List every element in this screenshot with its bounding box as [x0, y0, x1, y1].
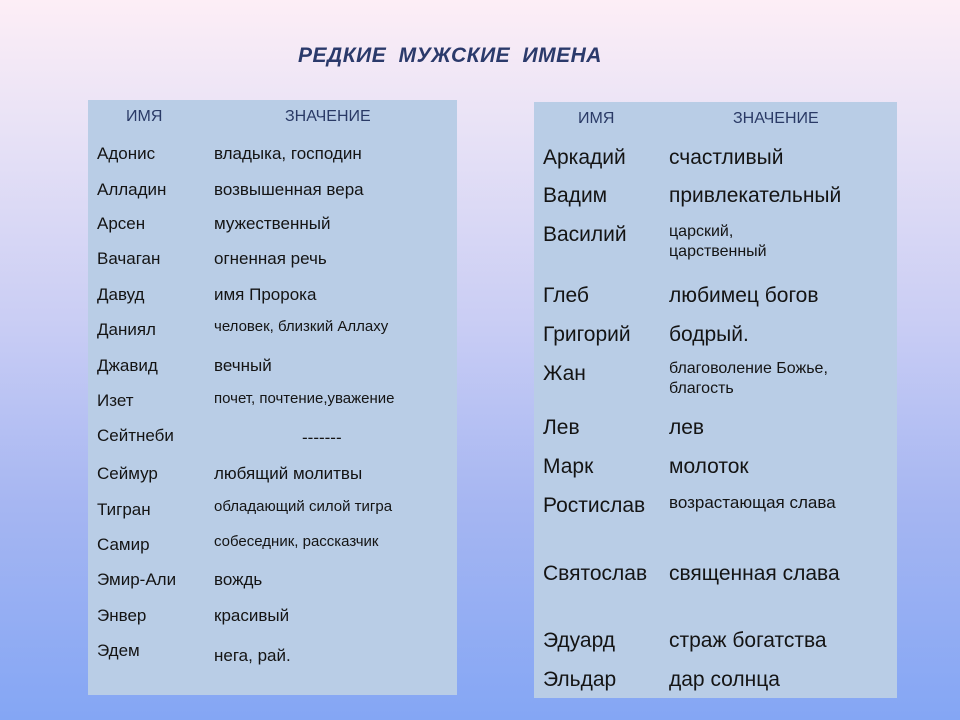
row-name: Даниял [97, 320, 156, 339]
row-name: Джавид [97, 356, 158, 375]
row-meaning: привлекательный [669, 184, 842, 207]
row-meaning: человек, близкий Аллаху [214, 318, 389, 335]
header-name: ИМЯ [126, 108, 163, 125]
row-name: Эмир-Али [97, 570, 177, 589]
row-meaning: имя Пророка [214, 285, 317, 304]
row-name: Лев [543, 416, 580, 439]
row-meaning: красивый [214, 606, 290, 625]
row-name: Адонис [97, 144, 156, 163]
header-meaning: ЗНАЧЕНИЕ [285, 108, 371, 125]
row-name: Эльдар [543, 668, 617, 691]
row-name: Тигран [97, 500, 151, 519]
row-name: Изет [97, 391, 134, 410]
row-meaning: молоток [669, 455, 749, 478]
row-meaning: счастливый [669, 146, 784, 169]
row-name: Марк [543, 455, 594, 478]
row-name: Эдуард [543, 629, 616, 652]
row-name: Жан [543, 362, 586, 385]
row-meaning: вождь [214, 570, 263, 589]
header-meaning: ЗНАЧЕНИЕ [733, 110, 819, 127]
row-meaning: собеседник, рассказчик [214, 533, 379, 550]
row-meaning: возрастающая слава [669, 493, 836, 512]
row-meaning: страж богатства [669, 629, 827, 652]
row-meaning: владыка, господин [214, 144, 362, 163]
row-name: Энвер [97, 606, 147, 625]
header-name: ИМЯ [578, 110, 615, 127]
page-title: РЕДКИЕ МУЖСКИЕ ИМЕНА [298, 44, 602, 67]
row-name: Аркадий [543, 146, 626, 169]
row-meaning: мужественный [214, 214, 331, 233]
row-meaning: нега, рай. [214, 646, 291, 665]
row-name: Сейтнеби [97, 426, 174, 445]
row-name: Вачаган [97, 249, 161, 268]
row-meaning: священная слава [669, 562, 840, 585]
row-name: Сеймур [97, 464, 158, 483]
row-name: Василий [543, 223, 627, 246]
row-meaning: любимец богов [669, 284, 819, 307]
row-meaning: почет, почтение,уважение [214, 390, 395, 407]
row-meaning: любящий молитвы [214, 464, 363, 483]
row-name: Григорий [543, 323, 631, 346]
row-meaning: лев [669, 416, 705, 439]
row-name: Эдем [97, 641, 140, 660]
row-meaning: царский, царственный [669, 223, 767, 260]
row-meaning: вечный [214, 356, 272, 375]
row-name: Арсен [97, 214, 146, 233]
row-meaning: огненная речь [214, 249, 327, 268]
names-table-left [88, 100, 457, 695]
row-name: Давуд [97, 285, 145, 304]
names-table-right [534, 102, 897, 698]
row-meaning: дар солнца [669, 668, 780, 691]
row-name: Глеб [543, 284, 589, 307]
row-name: Ростислав [543, 494, 646, 517]
row-name: Алладин [97, 180, 167, 199]
row-name: Самир [97, 535, 150, 554]
row-meaning: благоволение Божье, благость [669, 360, 828, 397]
row-name: Вадим [543, 184, 608, 207]
row-meaning: ------- [302, 428, 342, 447]
row-meaning: возвышенная вера [214, 180, 364, 199]
row-meaning: бодрый. [669, 323, 749, 346]
row-name: Святослав [543, 562, 648, 585]
row-meaning: обладающий силой тигра [214, 498, 393, 515]
